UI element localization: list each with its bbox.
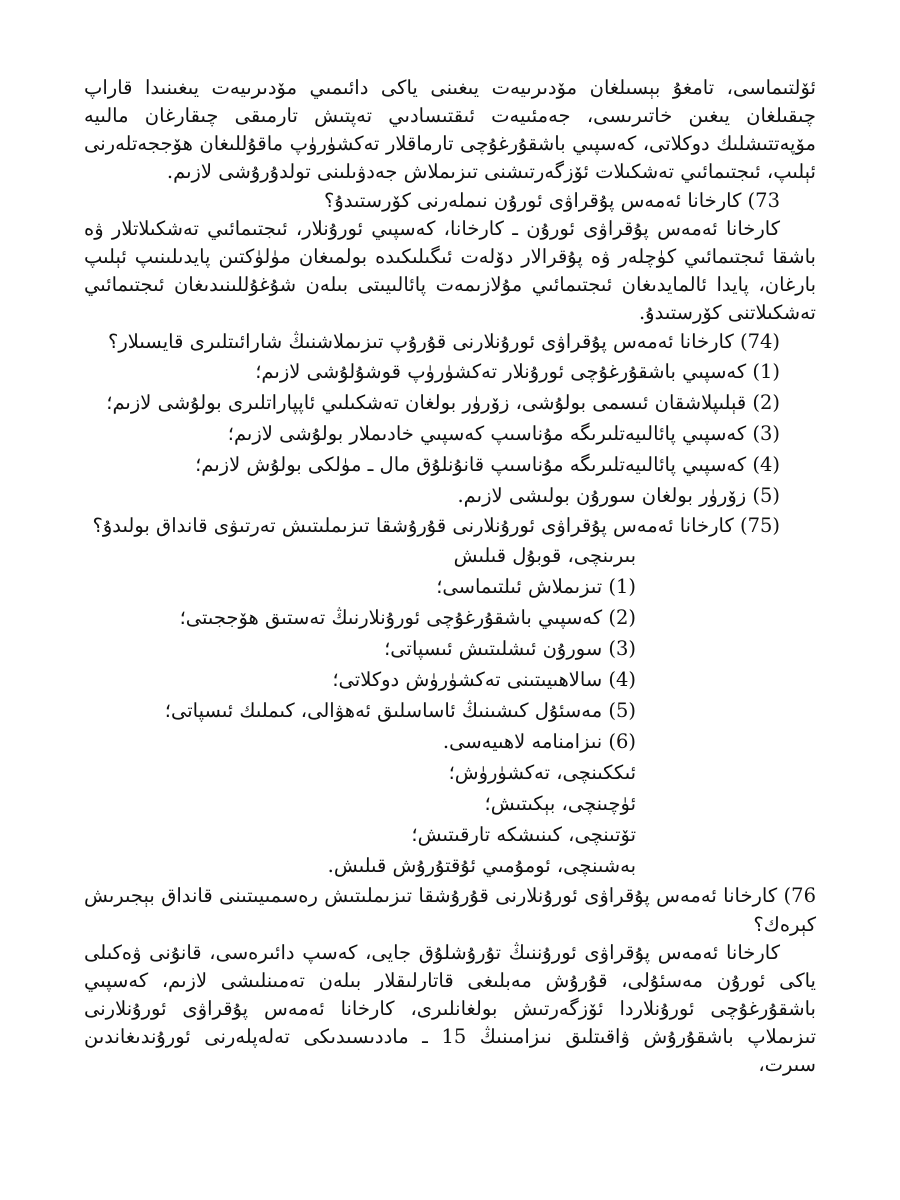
list-item: (6) نىزامنامە لاھىيەسى. bbox=[442, 730, 636, 753]
answer-76: كارخانا ئەمەس پۇقراۋى ئورۇننىڭ تۇرۇشلۇق جايى، كەسپ دائىرەسى، قانۇنى ۋەكىلى ياكى ئورۇن مەسئۇلى، قۇرۇش مەبلىغى قاتارلىقلار بىلەن تەمىنلىشى لازىم، كەسپىي باشقۇرغۇچى ئورۇنلاردا ئۆزگەرتىش بولغانلىرى، كارخانا ئەمەس پۇقراۋى ئورۇنلارنى تىزىملاپ باشقۇرۇش ۋاقىتلىق نىزامىنىڭ 15 ـ ماددىسىدىكى تەلەپلەرنى ئورۇندىغاندىن سىرت، bbox=[84, 941, 817, 1076]
list-item: (2) كەسپىي باشقۇرغۇچى ئورۇنلارنىڭ تەستىق ھۆججىتى؛ bbox=[179, 606, 636, 629]
list-item: (2) قېلىپلاشقان ئىسمى بولۇشى، زۆرۈر بولغان تەشكىلىي ئاپپاراتلىرى بولۇشى لازىم؛ bbox=[106, 391, 780, 414]
list-74 bbox=[84, 356, 816, 511]
list-item: ئۈچىنچى، بېكىتىش؛ bbox=[484, 792, 636, 815]
list-item: (5) مەسئۇل كىشىنىڭ ئاساسلىق ئەھۋالى، كىملىك ئىسپاتى؛ bbox=[164, 699, 636, 722]
question-73: 73) كارخانا ئەمەس پۇقراۋى ئورۇن نىملەرنى كۆرستىدۇ؟ bbox=[323, 189, 780, 212]
question-75: (75) كارخانا ئەمەس پۇقراۋى ئورۇنلارنى قۇرۇشقا تىزىملىتىش تەرتىۋى قانداق بولىدۇ؟ bbox=[92, 514, 780, 537]
intro-paragraph: ئۆلتىماسى، تامغۇ بېسىلغان مۆدىرىيەت يىغىنى ياكى دائىمىي مۆدىرىيەت يىغىنىدا قاراپ چىقىلغان يىغىن خاتىرىسى، جەمئىيەت ئىقتىسادىي تەپتىش تارمىقى چىقارغان مالىيە مۆپەتتىشلىك دوكلاتى، كەسپىي باشقۇرغۇچى تارماقلار تەكشۈرۈپ ماقۇللىغان ھۆججەتلەرنى ئېلىپ، ئىجتىمائىي تەشكىلات ئۆزگەرتىشنى تىزىملاش جەدۋىلىنى تولدۇرۇشى لازىم. bbox=[84, 76, 816, 183]
list-item: تۆتىنچى، كىنىشكە تارقىتىش؛ bbox=[411, 823, 636, 846]
list-item: (5) زۆرۈر بولغان سورۇن بولىشى لازىم. bbox=[457, 484, 780, 507]
list-item: بەشىنچى، ئومۇمىي ئۇقتۇرۇش قىلىش. bbox=[327, 854, 636, 877]
list-item: بىرىنچى، قوبۇل قىلىش bbox=[453, 544, 636, 567]
list-item: (3) سورۇن ئىشلىتىش ئىسپاتى؛ bbox=[384, 637, 636, 660]
list-item: (4) سالاھىيىتىنى تەكشۈرۈش دوكلاتى؛ bbox=[332, 668, 636, 691]
list-item: (1) تىزىملاش ئىلتىماسى؛ bbox=[436, 575, 636, 598]
list-item: (1) كەسپىي باشقۇرغۇچى ئورۇنلار تەكشۈرۈپ قوشۇلۇشى لازىم؛ bbox=[255, 360, 780, 383]
list-item: ئىككىنچى، تەكشۈرۈش؛ bbox=[448, 761, 636, 784]
question-74: (74) كارخانا ئەمەس پۇقراۋى ئورۇنلارنى قۇرۇپ تىزىملاشنىڭ شارائىتلىرى قايسىلار؟ bbox=[108, 330, 780, 353]
list-75 bbox=[84, 540, 816, 881]
list-item: (3) كەسپىي پائالىيەتلىرىگە مۇناسىپ كەسپىي خادىملار بولۇشى لازىم؛ bbox=[227, 422, 780, 445]
question-76: 76) كارخانا ئەمەس پۇقراۋى ئورۇنلارنى قۇرۇشقا تىزىملىتىش رەسمىيىتىنى قانداق بېجىرىش كېرەك؟ bbox=[84, 884, 816, 936]
list-item: (4) كەسپىي پائالىيەتلىرىگە مۇناسىپ قانۇنلۇق مال ـ مۈلكى بولۇش لازىم؛ bbox=[195, 453, 780, 476]
answer-73: كارخانا ئەمەس پۇقراۋى ئورۇن ـ كارخانا، كەسپىي ئورۇنلار، ئىجتىمائىي تەشكىلاتلار ۋە باشقا ئىجتىمائىي كۈچلەر ۋە پۇقرالار دۆلەت ئىگىلىكىدە بولمىغان مۈلۈكتىن پايدىلىنىپ ئېلىپ بارغان، پايدا ئالمايدىغان ئىجتىمائىي مۇلازىمەت پائالىيىتى بىلەن شۇغۇللىنىدىغان ئىجتىمائىي تەشكىلاتنى كۆرستىدۇ. bbox=[84, 217, 816, 324]
